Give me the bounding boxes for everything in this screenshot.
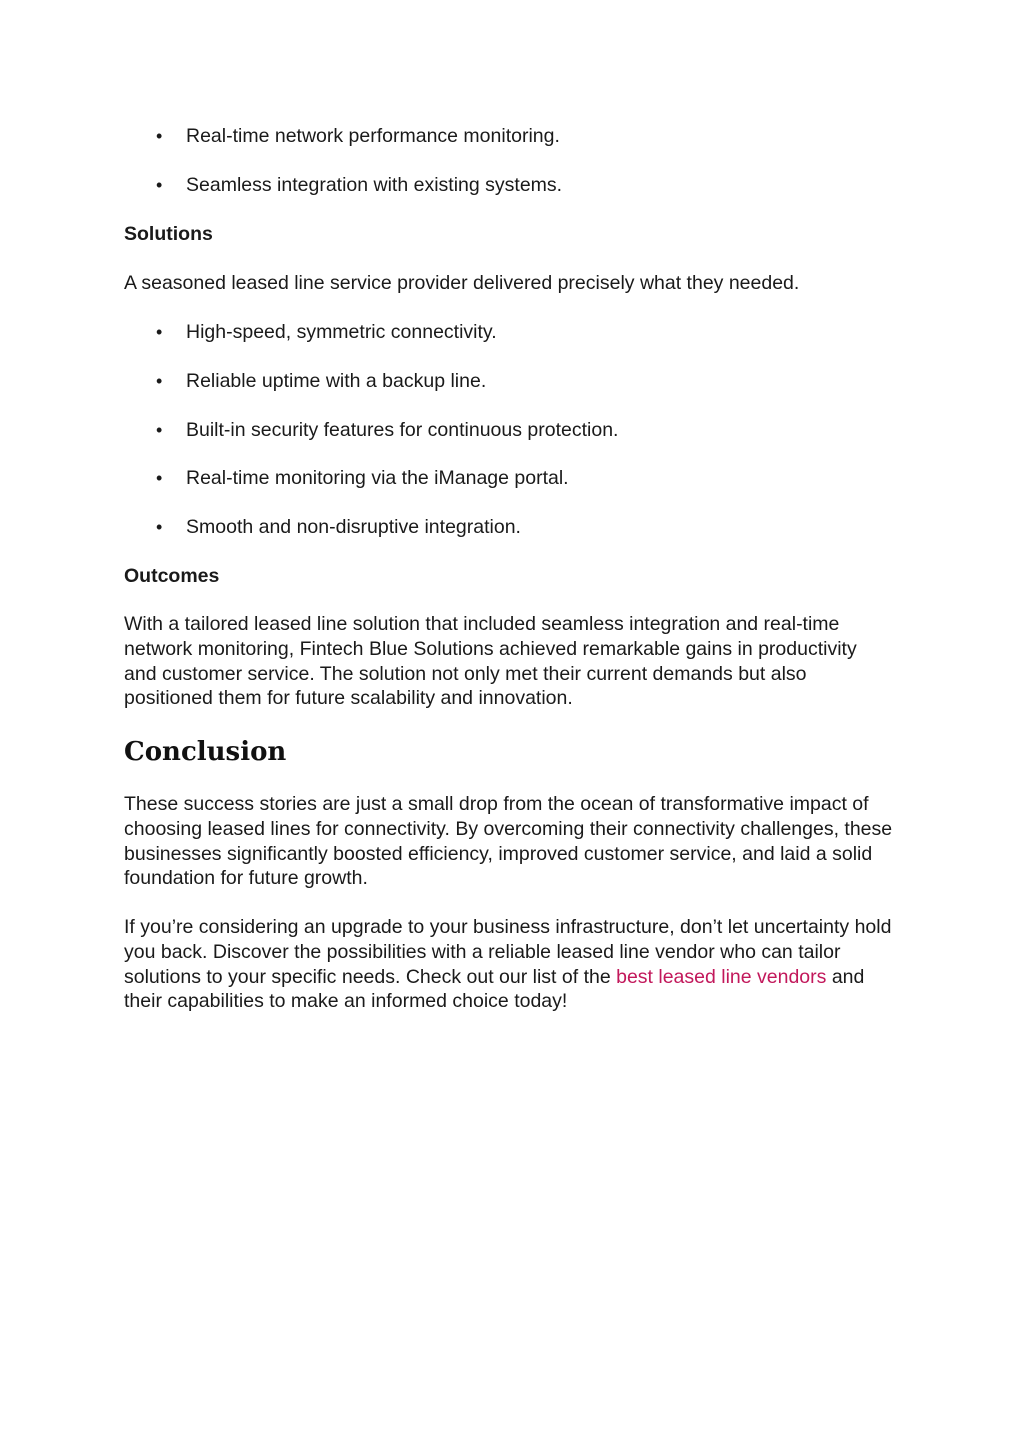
outcomes-heading: Outcomes bbox=[124, 565, 220, 587]
bullet-icon: • bbox=[156, 322, 163, 342]
list-item-text: Built-in security features for continuous protection. bbox=[186, 419, 619, 441]
bullet-icon: • bbox=[156, 175, 163, 195]
list-item-text: High-speed, symmetric connectivity. bbox=[186, 321, 497, 343]
bullet-icon: • bbox=[156, 468, 163, 488]
bullet-icon: • bbox=[156, 371, 163, 391]
cta-text-after: and their capabilities to make an informed choice today! bbox=[124, 965, 865, 1013]
outcomes-paragraph: With a tailored leased line solution that included seamless integration and real-time network monitoring, Fintech Blue Solutions achieved remarkable gains in productivity and customer service. The solution not only met their current demands but also positioned them for future scalability and innovation. bbox=[124, 613, 857, 710]
list-item-text: Real-time network performance monitoring. bbox=[186, 125, 560, 147]
conclusion-heading: Conclusion bbox=[124, 737, 287, 767]
bullet-icon: • bbox=[156, 420, 163, 440]
solutions-heading: Solutions bbox=[124, 223, 213, 245]
list-item-text: Real-time monitoring via the iManage portal. bbox=[186, 467, 569, 489]
list-item-text: Smooth and non-disruptive integration. bbox=[186, 516, 521, 538]
solutions-intro: A seasoned leased line service provider delivered precisely what they needed. bbox=[124, 272, 800, 294]
conclusion-paragraph: These success stories are just a small drop from the ocean of transformative impact of choosing leased lines for connectivity. By overcoming their connectivity challenges, these businesses significantly boosted efficiency, improved customer service, and laid a solid foundation for future growth. bbox=[124, 793, 893, 890]
cta-text-before: If you’re considering an upgrade to your business infrastructure, don’t let uncertainty hold you back. Discover the possibilities with a reliable leased line vendor who can tailor solutions to your specific needs. Check out our list of the bbox=[124, 916, 892, 988]
cta-paragraph bbox=[124, 915, 900, 1014]
list-item-text: Seamless integration with existing systems. bbox=[186, 174, 563, 196]
best-vendors-link[interactable]: best leased line vendors bbox=[616, 965, 827, 988]
list-item-text: Reliable uptime with a backup line. bbox=[186, 370, 487, 392]
bullet-icon: • bbox=[156, 126, 163, 146]
bullet-icon: • bbox=[156, 517, 163, 537]
